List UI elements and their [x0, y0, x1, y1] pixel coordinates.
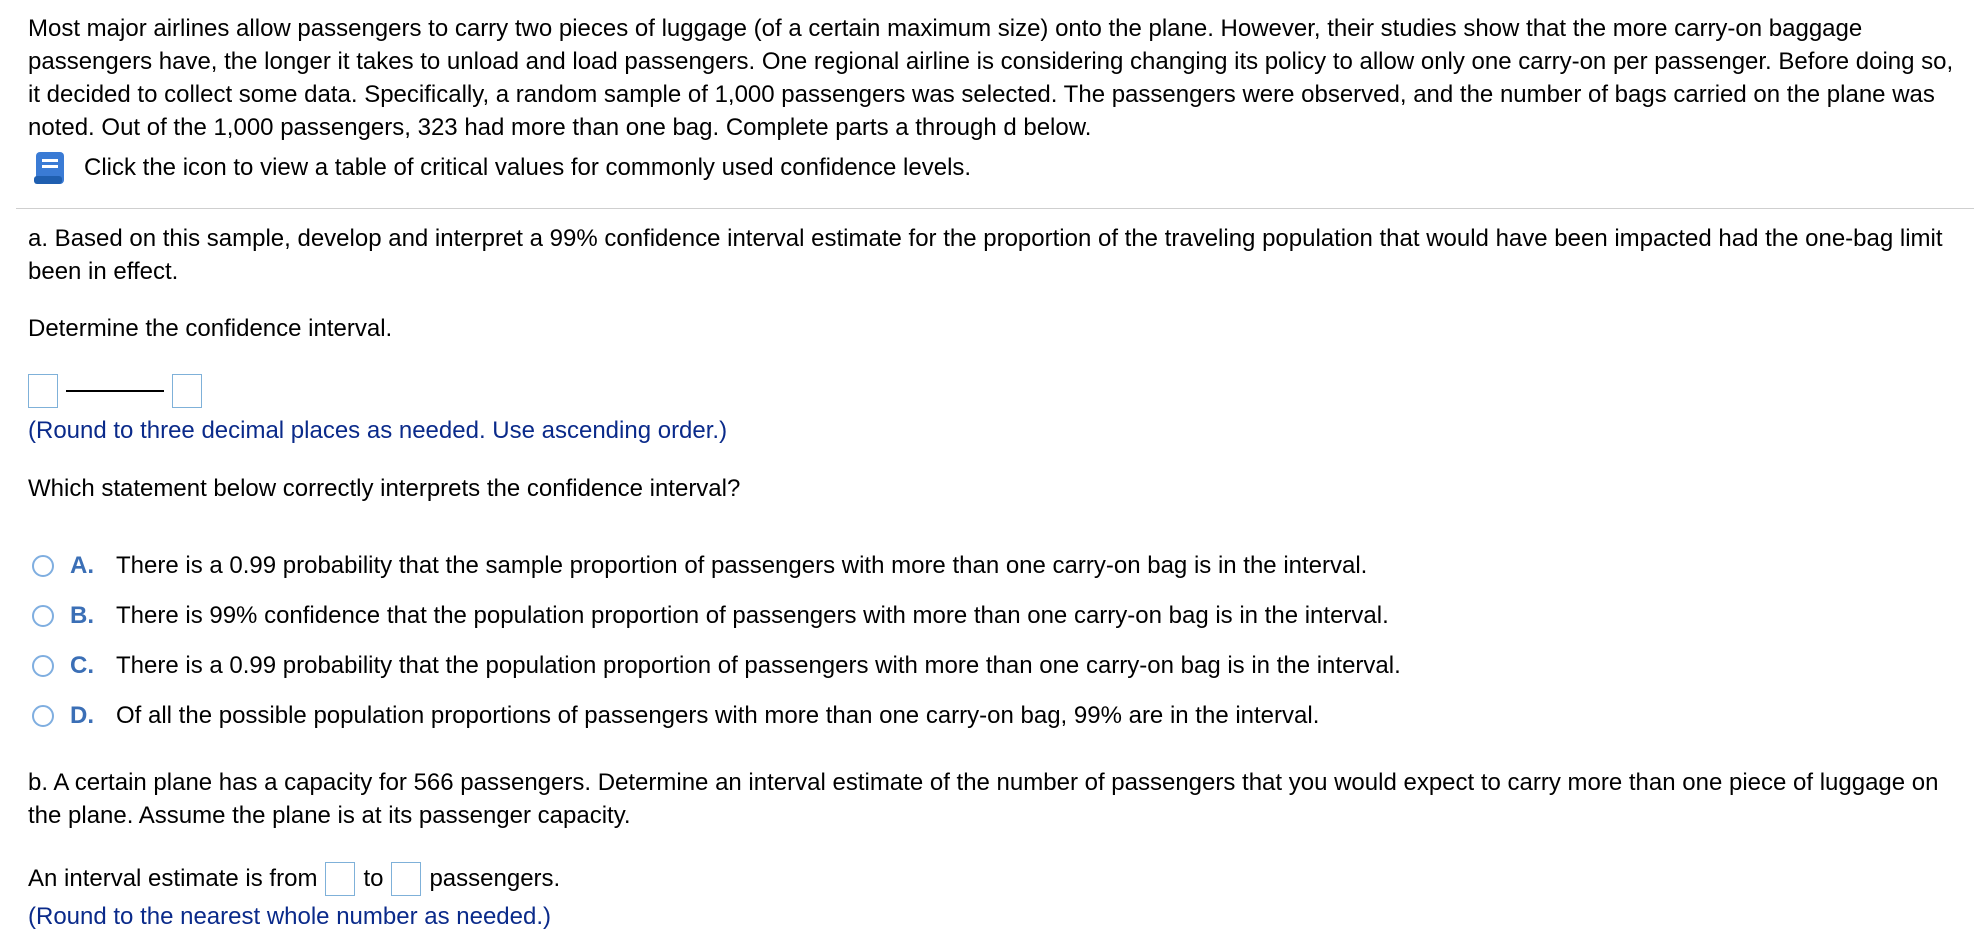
problem-intro-text: Most major airlines allow passengers to carry two pieces of luggage (of a certain maximum size) onto the plane. However, their studies show that the more carry-on baggage passengers have, the longer it takes to unload and load passengers. One regional airline is considering changing its policy to allow only one carry-on per passenger. Before doing so, it decided to collect some data. Specifically, a random sample of 1,000 passengers was selected. The passengers were observed, and the number of bags carried on the plane was noted. Out of the 1,000 passengers, 323 had more than one bag. Complete parts a through d below.: [28, 15, 1954, 141]
critical-values-link-text[interactable]: Click the icon to view a table of critical values for commonly used confidence levels.: [84, 154, 972, 181]
option-a-letter: A.: [70, 552, 94, 579]
part-a-interpret-question: Which statement below correctly interprets the confidence interval?: [28, 475, 741, 502]
option-c-radio[interactable]: [32, 655, 54, 677]
ci-lower-input[interactable]: [28, 374, 58, 408]
option-d-text[interactable]: Of all the possible population proportions of passengers with more than one carry-on bag, 99% are in the interval.: [116, 702, 1320, 729]
option-a-text[interactable]: There is a 0.99 probability that the sample proportion of passengers with more than one carry-on bag is in the interval.: [116, 552, 1368, 579]
option-c[interactable]: [32, 652, 1401, 680]
part-b-middle: to: [363, 865, 384, 892]
part-b-rounding-hint: (Round to the nearest whole number as needed.): [28, 903, 551, 930]
ci-upper-input[interactable]: [172, 374, 202, 408]
option-c-letter: C.: [70, 652, 94, 679]
part-b-suffix: passengers.: [429, 865, 561, 892]
option-b-radio[interactable]: [32, 605, 54, 627]
option-b-text[interactable]: There is 99% confidence that the population proportion of passengers with more than one carry-on bag is in the interval.: [116, 602, 1389, 629]
option-a-radio[interactable]: [32, 555, 54, 577]
part-b-answer-row: [28, 862, 560, 896]
option-c-text[interactable]: There is a 0.99 probability that the population proportion of passengers with more than one carry-on bag is in the interval.: [116, 652, 1401, 679]
part-a-question: a. Based on this sample, develop and interpret a 99% confidence interval estimate for the proportion of the traveling population that would have been impacted had the one-bag limit been in effect.: [28, 225, 1943, 285]
option-d-radio[interactable]: [32, 705, 54, 727]
part-a-rounding-hint: (Round to three decimal places as needed. Use ascending order.): [28, 417, 728, 444]
part-b-upper-input[interactable]: [391, 862, 421, 896]
option-b-letter: B.: [70, 602, 94, 629]
part-b-lower-input[interactable]: [325, 862, 355, 896]
ci-dash-separator: [66, 390, 164, 392]
section-divider: [16, 208, 1974, 209]
confidence-interval-inputs: [28, 374, 202, 408]
book-icon[interactable]: [30, 148, 70, 188]
critical-values-link[interactable]: [30, 148, 971, 188]
option-b[interactable]: [32, 602, 1389, 630]
part-b-question: b. A certain plane has a capacity for 566 passengers. Determine an interval estimate of the number of passengers that you would expect to carry more than one piece of luggage on the plane. Assume the plane is at its passenger capacity.: [28, 769, 1939, 829]
problem-statement: [28, 12, 1958, 144]
part-a-determine-label: Determine the confidence interval.: [28, 315, 393, 342]
option-a[interactable]: [32, 552, 1367, 580]
part-b-prefix: An interval estimate is from: [28, 865, 318, 892]
option-d-letter: D.: [70, 702, 94, 729]
option-d[interactable]: [32, 702, 1319, 730]
